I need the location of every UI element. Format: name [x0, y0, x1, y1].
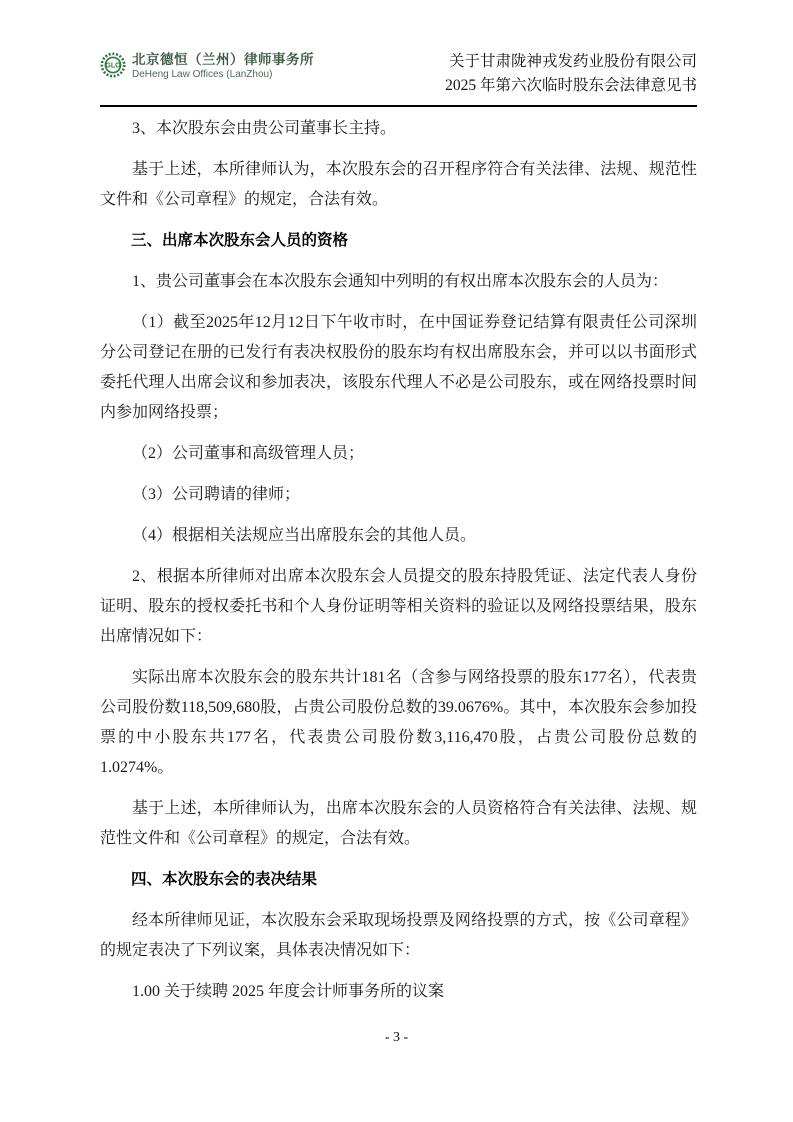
paragraph: （3）公司聘请的律师；	[132, 486, 301, 503]
section-heading: 四、本次股东会的表决结果	[131, 871, 318, 888]
firm-name-english: DeHeng Law Offices (LanZhou)	[132, 69, 273, 80]
doc-ref-line2: 2025 年第六次临时股东会法律意见书	[445, 77, 697, 94]
document-reference	[445, 50, 697, 98]
paragraph: 2、根据本所律师对出席本次股东会人员提交的股东持股凭证、法定代表人身份证明、股东的授权委托书和个人身份证明等相关资料的验证以及网络投票结果，股东出席情况如下：	[100, 568, 697, 645]
paragraph: 1.00 关于续聘 2025 年度会计师事务所的议案	[132, 983, 445, 1000]
document-header	[100, 52, 697, 98]
firm-name-block	[132, 52, 314, 81]
paragraph: （1）截至2025年12月12日下午收市时，在中国证券登记结算有限责任公司深圳分公司登记在册的已发行有表决权股份的股东均有权出席股东会，并可以以书面形式委托代理人出席会议和参加表决，该股东代理人不必是公司股东，或在网络投票时间内参加网络投票；	[100, 314, 697, 421]
firm-identity	[100, 52, 314, 81]
page-number: - 3 -	[384, 1030, 409, 1045]
deheng-logo-icon	[100, 52, 126, 78]
svg-text:GLO: GLO	[105, 62, 121, 70]
header-divider	[100, 105, 697, 107]
paragraph: 基于上述，本所律师认为，出席本次股东会的人员资格符合有关法律、法规、规范性文件和《公司章程》的规定，合法有效。	[100, 800, 697, 847]
document-body	[100, 114, 697, 1007]
paragraph: 实际出席本次股东会的股东共计181名（含参与网络投票的股东177名），代表贵公司股份数118,509,680股，占贵公司股份总数的39.0676%。其中，本次股东会参加投票的中小股东共177名，代表贵公司股份数3,116,470股，占贵公司股份总数的1.0274%。	[100, 669, 697, 776]
paragraph: 1、贵公司董事会在本次股东会通知中列明的有权出席本次股东会的人员为：	[132, 273, 669, 290]
paragraph: 3、本次股东会由贵公司董事长主持。	[132, 120, 397, 137]
paragraph: （4）根据相关法规应当出席股东会的其他人员。	[132, 527, 477, 544]
section-heading: 三、出席本次股东会人员的资格	[131, 232, 349, 249]
paragraph: 经本所律师见证，本次股东会采取现场投票及网络投票的方式，按《公司章程》的规定表决了下列议案，具体表决情况如下：	[100, 912, 697, 959]
paragraph: 基于上述，本所律师认为，本次股东会的召开程序符合有关法律、法规、规范性文件和《公司章程》的规定，合法有效。	[100, 161, 697, 208]
firm-name-chinese: 北京德恒（兰州）律师事务所	[132, 52, 314, 67]
paragraph: （2）公司董事和高级管理人员；	[132, 445, 365, 462]
doc-ref-line1: 关于甘肃陇神戎发药业股份有限公司	[448, 53, 697, 70]
